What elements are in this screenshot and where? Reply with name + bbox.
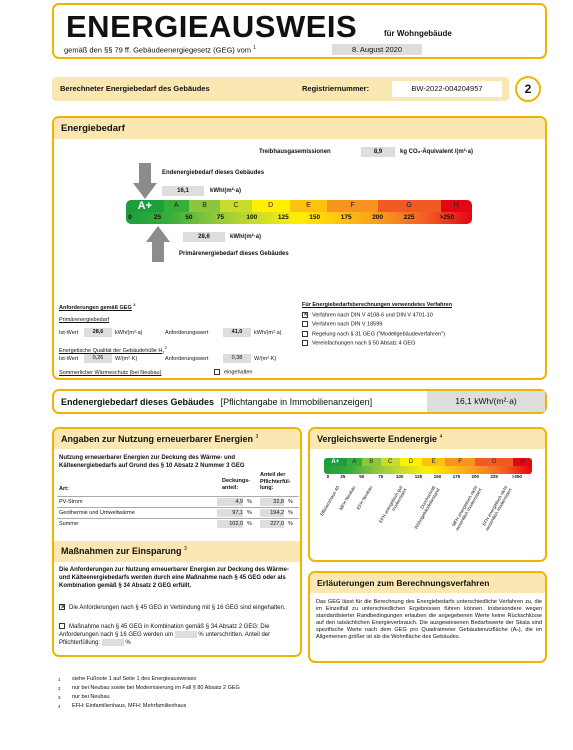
vergleich-box <box>308 427 547 562</box>
anf-label-1: Anforderungswert <box>165 330 209 336</box>
anf-title-text: Anforderungen gemäß GEG <box>59 304 132 311</box>
footnote <box>58 675 458 684</box>
arrow-up-icon <box>146 226 170 262</box>
ist-prim: 28,6 <box>84 328 112 337</box>
scale-class-aplus: A+ <box>126 200 164 212</box>
title-box <box>52 3 547 59</box>
erlaeuterung-text: Das GEG lässt für die Berechnung des Energiebedarfs unterschiedliche Verfahren zu, die im Einzelfall zu unterschiedlichen Ergebnissen führen können. Insbesondere wegen standardisierter Randbedingungen erlauben die angegebenen Werte keine Rückschlüsse auf den tatsächlichen Energieverbrauch. Die ausgewiesenen Bedarfswerte der Skala sind spezifische Werte nach dem GEG pro Quadratmeter Gebäudenutzfläche (Aₙ), die im Allgemeinen größer ist als die Wohnfläche des Gebäudes. <box>316 599 542 640</box>
q-footnote: 2 <box>164 345 168 350</box>
bar-label: Berechneter Energiebedarf des Gebäudes <box>60 84 210 93</box>
end-label: Endenergiebedarf dieses Gebäudes <box>162 170 265 176</box>
erneuerbar-box <box>52 427 302 657</box>
scale-class-e: E <box>422 458 445 466</box>
scale-class-c: C <box>220 200 251 212</box>
unit-w-1: W/(m²·K) <box>115 356 138 362</box>
massnahmen-intro: Die Anforderungen zur Nutzung erneuerbarer Energien zur Deckung des Wärme- und Kälteenergiebedarfs werden durch eine Maßnahme nach § 45 GEG oder als Kombination gemäß § 34 Absatz 2 GEG erfüllt. <box>59 567 289 589</box>
end-unit: kWh/(m²·a) <box>210 188 241 194</box>
opt1-checkbox[interactable]: ✕ <box>60 604 66 612</box>
register-bar <box>52 77 509 101</box>
scale-tick: 0 <box>326 474 330 479</box>
scale-tick: 225 <box>403 214 415 221</box>
scale-tick: 0 <box>128 214 132 221</box>
col-pflicht: Anteil der Pflichterfül-lung: <box>260 472 291 491</box>
summer-check[interactable] <box>214 369 252 375</box>
verf-option[interactable] <box>302 331 542 337</box>
legal-line <box>64 45 256 55</box>
scale-tick: >250 <box>439 214 455 221</box>
vergleich-label: EFH energetisch gut modernisiert <box>378 485 408 524</box>
footnotes <box>58 675 458 711</box>
scale-class-e: E <box>290 200 328 212</box>
scale-tick: 125 <box>277 214 289 221</box>
endenergie-line <box>61 397 372 407</box>
scale-class-b: B <box>362 458 381 466</box>
legal-text: gemäß den §§ 79 ff. Gebäudeenergiegesetz (GEG) vom <box>64 45 252 55</box>
col-art: Art: <box>59 486 69 492</box>
verf-checkbox[interactable] <box>302 340 308 346</box>
endenergie-note: [Pflichtangabe in Immobilienanzeigen] <box>220 397 373 407</box>
verf-label: Verfahren nach DIN V 4108-6 und DIN V 4701-10 <box>312 312 433 319</box>
legal-footnote: 1 <box>253 45 256 51</box>
prim-unit: kWh/(m²·a) <box>230 234 261 240</box>
scale-tick: 25 <box>340 474 346 479</box>
co2-label: Treibhausgasemissionen <box>259 149 331 155</box>
anf-prim: 41,0 <box>223 328 251 337</box>
issue-date: 8. August 2020 <box>332 44 422 55</box>
scale-tick: 175 <box>452 474 461 479</box>
anf-footnote: 2 <box>133 302 136 307</box>
vergleich-labels <box>319 485 532 560</box>
verf-checkbox[interactable] <box>302 321 308 327</box>
endenergie-value: 16,1 kWh/(m²·a) <box>427 391 545 412</box>
verf-title: Für Energiebedarfsberechnungen verwendetes Verfahren <box>302 302 453 308</box>
opt2-pct-1: % <box>198 632 204 639</box>
vergleich-label: EFH Neubau <box>355 485 374 511</box>
footnote-text: EFH: Einfamilienhaus, MFH: Mehrfamilienhaus <box>72 703 187 709</box>
erneuerbar-header <box>54 429 300 449</box>
document-title: ENERGIEAUSWEIS <box>66 9 358 44</box>
vergleich-ticks <box>324 474 532 482</box>
opt1-text: Die Anforderungen nach § 45 GEG in Verbindung mit § 16 GEG sind eingehalten. <box>69 605 286 611</box>
table-row <box>57 507 299 518</box>
scale-class-d: D <box>252 200 290 212</box>
row-pct: % <box>288 510 293 516</box>
table-row <box>57 496 299 507</box>
q-sub: T <box>162 349 165 355</box>
scale-class-f: F <box>445 458 475 466</box>
row-pct: % <box>247 499 252 505</box>
row-pct: % <box>247 521 252 527</box>
prim-value: 28,6 <box>183 232 225 242</box>
erneuerbar-footnote: 3 <box>255 434 259 440</box>
row-art: PV-Strom <box>59 499 83 505</box>
page-number: 2 <box>515 76 541 102</box>
massnahmen-footnote: 3 <box>184 546 187 552</box>
opt2[interactable] <box>59 623 293 647</box>
scale-tick: 150 <box>433 474 442 479</box>
scale-tick: 50 <box>359 474 365 479</box>
row-deck: 4,9 <box>217 498 243 506</box>
scale-tick: 100 <box>395 474 404 479</box>
verf-list <box>302 312 542 350</box>
verf-label: Regelung nach § 31 GEG ("Modellgebäudeverfahren") <box>312 331 445 338</box>
scale-class-aplus: A+ <box>324 458 347 466</box>
end-value: 16,1 <box>162 186 204 196</box>
vergleich-header <box>310 429 545 449</box>
q-head-text: Energetische Qualität der Gebäudehülle H <box>59 347 163 354</box>
scale-class-c: C <box>381 458 400 466</box>
erlaeuterung-box <box>308 571 547 663</box>
scale-tick: 75 <box>216 214 224 221</box>
anf-label-2: Anforderungswert <box>165 356 209 362</box>
co2-value: 8,9 <box>361 147 395 157</box>
vergleich-header-text: Vergleichswerte Endenergie <box>317 434 438 444</box>
verf-label: Vereinfachungen nach § 50 Absatz 4 GEG <box>312 340 416 347</box>
anf-q: 0,38 <box>223 354 251 363</box>
vergleich-scale <box>324 458 532 474</box>
scale-tick: 75 <box>378 474 384 479</box>
footnote <box>58 702 458 711</box>
summer-label: Sommerlicher Wärmeschutz (bei Neubau) <box>59 370 162 376</box>
scale-gradient <box>324 466 532 474</box>
endenergie-label: Endenergiebedarf dieses Gebäudes <box>61 397 215 407</box>
scale-class-a: A <box>164 200 189 212</box>
footnote-text: siehe Fußnote 1 auf Seite 1 des Energieausweises <box>72 676 197 682</box>
row-pflicht: 227,0 <box>260 520 284 528</box>
anf-title <box>59 302 136 311</box>
scale-class-h: H <box>441 200 472 212</box>
scale-class-b: B <box>189 200 220 212</box>
scale-class-a: A <box>347 458 362 466</box>
verf-label: Verfahren nach DIN V 18599 <box>312 321 383 328</box>
reg-number: BW-2022-004204957 <box>392 81 502 97</box>
col-deck: Deckungs-anteil: <box>222 478 251 491</box>
scale-tick: 50 <box>185 214 193 221</box>
row-deck: 97,1 <box>217 509 243 517</box>
table-row <box>57 518 299 529</box>
massnahmen-header-text: Maßnahmen zur Einsparung <box>61 546 182 556</box>
opt1[interactable] <box>59 604 293 612</box>
opt2-pct-2: % <box>125 640 131 647</box>
scale-class-h: H <box>513 458 532 466</box>
scale-tick: 175 <box>340 214 352 221</box>
scale-tick: 25 <box>153 214 162 221</box>
scale-tick: 125 <box>414 474 423 479</box>
summer-ok-label: eingehalten <box>224 369 253 376</box>
unit-w-2: W/(m²·K) <box>254 356 277 362</box>
row-art: Summe: <box>59 521 80 527</box>
footnote-number: 4 <box>58 704 61 709</box>
scale-class-g: G <box>378 200 441 212</box>
scale-tick: 100 <box>246 214 258 221</box>
arrow-down-icon <box>133 163 157 199</box>
row-deck: 102,0 <box>217 520 243 528</box>
summer-checkbox[interactable] <box>214 369 220 375</box>
opt2-text-a: Maßnahme nach § 45 GEG in Kombination gemäß § 34 Absatz 2 GEG: Die Anforderungen nach § 16 GEG werden um <box>59 624 270 639</box>
vergleich-label: MFH Neubau <box>338 485 357 512</box>
row-pct: % <box>247 510 252 516</box>
endenergie-box <box>52 389 547 414</box>
energiebedarf-header: Energiebedarf <box>54 118 545 139</box>
row-pflicht: 194,2 <box>260 509 284 517</box>
footnote-number: 2 <box>58 686 61 691</box>
erneuerbar-table <box>57 496 299 529</box>
scale-class-g: G <box>475 458 513 466</box>
scale-class-f: F <box>327 200 377 212</box>
opt2-checkbox[interactable] <box>59 623 65 629</box>
footnote-number: 1 <box>58 677 61 682</box>
vergleich-label: EFH energetisch nicht wesentlich modernisiert <box>481 485 513 532</box>
massnahmen-header <box>54 541 300 562</box>
vergleich-label: Durchschnitt Wohngebäudebestand <box>413 485 441 530</box>
footnote-text: nur bei Neubau <box>72 694 110 700</box>
verf-option[interactable] <box>302 340 542 346</box>
row-pflicht: 32,8 <box>260 498 284 506</box>
opt2-value-2 <box>102 639 124 646</box>
ist-label-2: Ist-Wert <box>59 356 79 362</box>
ist-label-1: Ist-Wert <box>59 330 79 336</box>
unit-kwh-1: kWh/(m²·a) <box>115 330 143 336</box>
unit-kwh-2: kWh/(m²·a) <box>254 330 282 336</box>
scale-tick: 150 <box>309 214 321 221</box>
scale-tick: 200 <box>372 214 384 221</box>
scale-tick: 200 <box>471 474 480 479</box>
vergleich-label: MFH energetisch nicht wesentlich modernisiert <box>451 485 483 532</box>
row-pct: % <box>288 499 293 505</box>
energiebedarf-box <box>52 116 547 380</box>
footnote <box>58 684 458 693</box>
scale-ticks <box>126 214 472 224</box>
prim-label: Primärenergiebedarf dieses Gebäudes <box>179 251 289 257</box>
verf-option[interactable] <box>302 312 542 318</box>
opt2-value-1 <box>175 631 197 638</box>
reg-label: Registriernummer: <box>302 84 370 93</box>
footnote-text: nur bei Neubau sowie bei Modernisierung im Fall § 80 Absatz 2 GEG <box>72 685 240 691</box>
footnote-number: 3 <box>58 695 61 700</box>
vergleich-footnote: 4 <box>439 434 443 440</box>
erlaeuterung-header: Erläuterungen zum Berechnungsverfahren <box>310 573 545 593</box>
ist-q: 0,26 <box>84 354 112 363</box>
erneuerbar-header-text: Angaben zur Nutzung erneuerbarer Energien <box>61 434 254 444</box>
q-head <box>59 345 167 355</box>
footnote <box>58 693 458 702</box>
scale-tick: 225 <box>490 474 498 479</box>
scale-tick: >250 <box>511 474 522 479</box>
opt2-text-b: unterschritten. Anteil der Pflichterfüllung: <box>59 632 271 647</box>
vergleich-label: Effizienzhaus 40 <box>319 485 341 517</box>
verf-option[interactable] <box>302 321 542 327</box>
erneuerbar-intro: Nutzung erneuerbarer Energien zur Deckung des Wärme- und Kälteenergiebedarfs auf Grund des § 10 Absatz 2 Nummer 3 GEG <box>59 455 245 469</box>
row-art: Geothermie und Umweltwärme <box>59 510 135 516</box>
scale-class-d: D <box>400 458 423 466</box>
verf-checkbox[interactable]: ✕ <box>303 312 309 318</box>
co2-unit: kg CO₂-Äquivalent /(m²·a) <box>400 149 474 155</box>
prim-head: Primärenergiebedarf <box>59 317 110 323</box>
row-pct: % <box>288 521 293 527</box>
document-subtitle: für Wohngebäude <box>384 29 452 38</box>
verf-checkbox[interactable] <box>302 331 308 337</box>
